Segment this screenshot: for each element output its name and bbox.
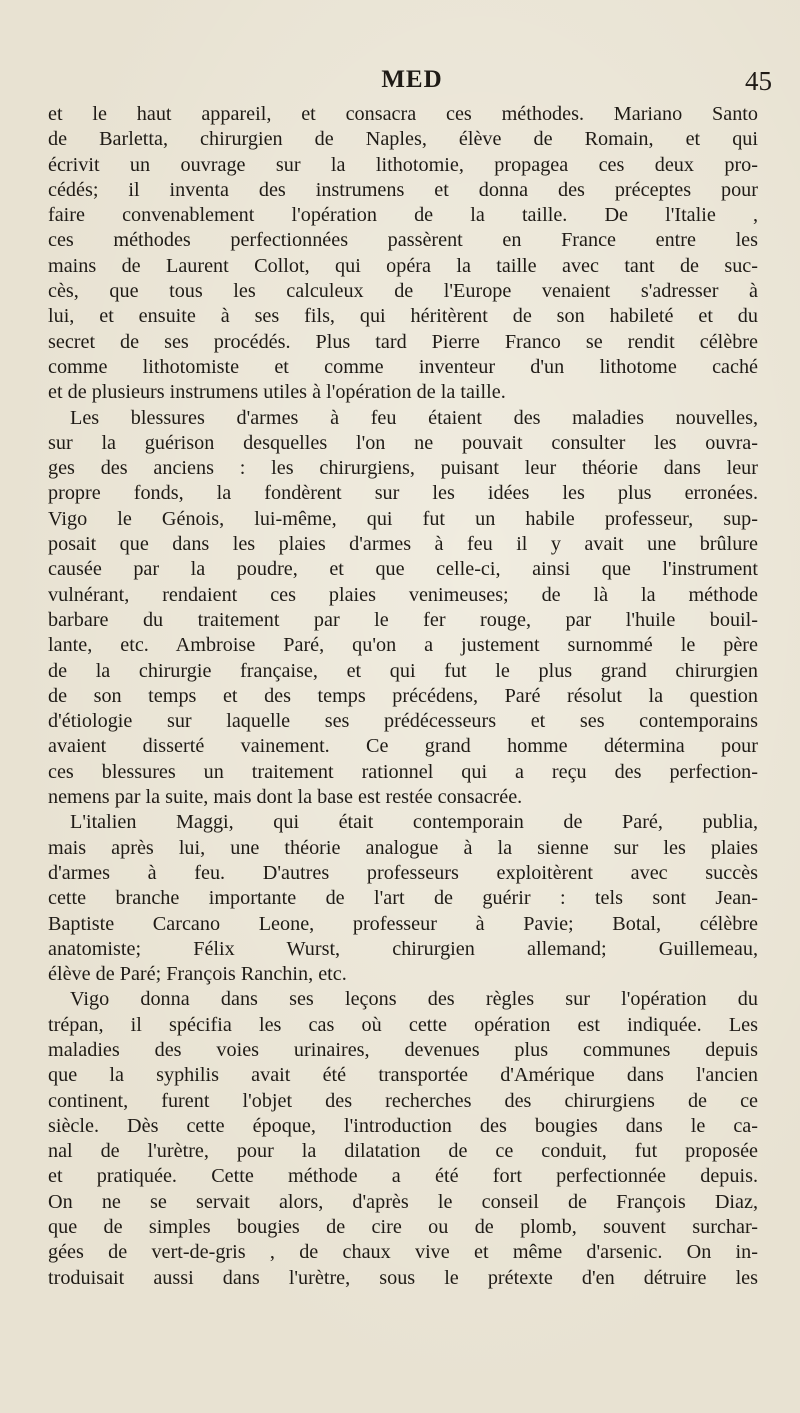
paragraph-4 xyxy=(48,987,776,1291)
text-line: barbare du traitement par le fer rouge, par l'huile bouil- xyxy=(48,608,758,631)
text-line: Vigo donna dans ses leçons des règles sur l'opération du xyxy=(70,988,758,1011)
text-line: ces méthodes perfectionnées passèrent en France entre les xyxy=(48,229,758,252)
text-line: ces blessures un traitement rationnel qui a reçu des perfection- xyxy=(48,760,758,783)
text-line: anatomiste; Félix Wurst, chirurgien allemand; Guillemeau, xyxy=(48,937,758,960)
text-line: mais après lui, une théorie analogue à la sienne sur les plaies xyxy=(48,836,758,859)
text-line: Les blessures d'armes à feu étaient des maladies nouvelles, xyxy=(70,406,758,429)
text-line: cédés; il inventa des instrumens et donna des préceptes pour xyxy=(48,178,758,201)
text-line: lante, etc. Ambroise Paré, qu'on a justement surnommé le père xyxy=(48,634,758,657)
text-line: comme lithotomiste et comme inventeur d'un lithotome caché xyxy=(48,355,758,378)
text-line: de Barletta, chirurgien de Naples, élève de Romain, et qui xyxy=(48,128,758,151)
body-text xyxy=(48,102,776,1291)
text-line: trépan, il spécifia les cas où cette opération est indiquée. Les xyxy=(48,1013,758,1036)
text-line: d'armes à feu. D'autres professeurs exploitèrent avec succès xyxy=(48,861,758,884)
text-line: vulnérant, rendaient ces plaies venimeuses; de là la méthode xyxy=(48,583,758,606)
text-line: cès, que tous les calculeux de l'Europe venaient s'adresser à xyxy=(48,280,758,303)
paragraph-1 xyxy=(48,102,776,406)
text-line: écrivit un ouvrage sur la lithotomie, propagea ces deux pro- xyxy=(48,153,758,176)
paragraph-3 xyxy=(48,810,776,987)
text-line: continent, furent l'objet des recherches des chirurgiens de ce xyxy=(48,1089,758,1112)
text-line: posait que dans les plaies d'armes à feu il y avait une brûlure xyxy=(48,533,758,556)
text-line: propre fonds, la fondèrent sur les idées les plus erronées. xyxy=(48,482,758,505)
text-line: élève de Paré; François Ranchin, etc. xyxy=(48,963,347,986)
text-line: d'étiologie sur laquelle ses prédécesseurs et ses contemporains xyxy=(48,710,758,733)
text-line: troduisait aussi dans l'urètre, sous le prétexte d'en détruire les xyxy=(48,1266,758,1289)
text-line: gées de vert-de-gris , de chaux vive et même d'arsenic. On in- xyxy=(48,1241,758,1264)
text-line: et de plusieurs instrumens utiles à l'opération de la taille. xyxy=(48,381,506,404)
text-line: faire convenablement l'opération de la taille. De l'Italie , xyxy=(48,204,758,227)
text-line: Vigo le Génois, lui-même, qui fut un habile professeur, sup- xyxy=(48,507,758,530)
text-line: siècle. Dès cette époque, l'introduction des bougies dans le ca- xyxy=(48,1114,758,1137)
text-line: et pratiquée. Cette méthode a été fort perfectionnée depuis. xyxy=(48,1165,758,1188)
paragraph-2 xyxy=(48,406,776,811)
text-line: avaient disserté vainement. Ce grand homme détermina pour xyxy=(48,735,758,758)
running-head: MED xyxy=(381,66,443,93)
page-header xyxy=(48,66,776,100)
text-line: nemens par la suite, mais dont la base est restée consacrée. xyxy=(48,786,523,809)
page-number: 45 xyxy=(745,66,772,96)
text-line: que la syphilis avait été transportée d'Amérique dans l'ancien xyxy=(48,1064,758,1087)
text-line: de son temps et des temps précédens, Paré résolut la question xyxy=(48,684,758,707)
text-line: ges des anciens : les chirurgiens, puisant leur théorie dans leur xyxy=(48,457,758,480)
text-line: Baptiste Carcano Leone, professeur à Pavie; Botal, célèbre xyxy=(48,912,758,935)
text-line: et le haut appareil, et consacra ces méthodes. Mariano Santo xyxy=(48,103,758,125)
text-line: secret de ses procédés. Plus tard Pierre Franco se rendit célèbre xyxy=(48,330,758,353)
text-line: nal de l'urètre, pour la dilatation de ce conduit, fut proposée xyxy=(48,1140,758,1163)
text-line: On ne se servait alors, d'après le conseil de François Diaz, xyxy=(48,1190,758,1213)
text-line: mains de Laurent Collot, qui opéra la taille avec tant de suc- xyxy=(48,254,758,277)
text-line: de la chirurgie française, et qui fut le plus grand chirurgien xyxy=(48,659,758,682)
text-line: lui, et ensuite à ses fils, qui héritèrent de son habileté et du xyxy=(48,305,758,328)
text-line: causée par la poudre, et que celle-ci, ainsi que l'instrument xyxy=(48,558,758,581)
text-line: que de simples bougies de cire ou de plomb, souvent surchar- xyxy=(48,1216,758,1239)
text-line: maladies des voies urinaires, devenues plus communes depuis xyxy=(48,1038,758,1061)
text-line: sur la guérison desquelles l'on ne pouvait consulter les ouvra- xyxy=(48,431,758,454)
text-line: cette branche importante de l'art de guérir : tels sont Jean- xyxy=(48,887,758,910)
text-line: L'italien Maggi, qui était contemporain de Paré, publia, xyxy=(70,811,758,834)
